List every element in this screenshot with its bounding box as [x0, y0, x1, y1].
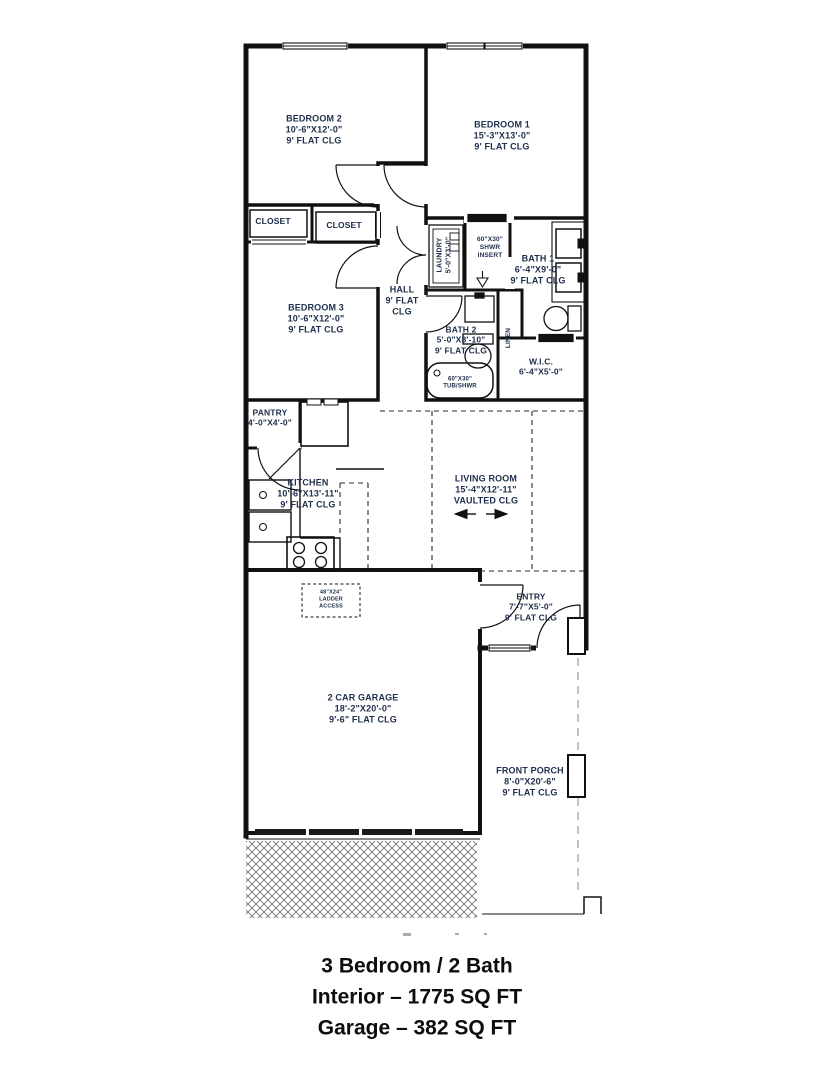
room-dims: 8'-0"X20'-6" — [504, 776, 556, 787]
porch-step — [584, 897, 601, 914]
fixture-name: INSERT — [477, 251, 503, 259]
refrigerator — [301, 399, 348, 446]
label-shower-insert — [477, 236, 503, 260]
room-name: BATH 1 — [521, 253, 555, 264]
room-dims: 5'-0"X8'-10" — [436, 334, 486, 345]
wic-pocket-door — [539, 335, 573, 342]
fixture-dims: 60"X30" — [447, 376, 473, 383]
fixture-name: TUB/SHWR — [443, 384, 477, 390]
room-label-bath1 — [510, 254, 565, 287]
room-dims: 18'-2"X20'-0" — [334, 703, 392, 714]
room-name: BEDROOM 3 — [288, 302, 344, 313]
room-label-bedroom1 — [474, 120, 531, 153]
room-ceiling: 9'-6" FLAT CLG — [329, 714, 397, 725]
room-ceiling: 9' FLAT CLG — [286, 135, 342, 146]
fixture-name: SHWR — [479, 244, 501, 252]
room-name: CLOSET — [326, 219, 362, 230]
room-dims: 15'-3"X13'-0" — [473, 130, 531, 141]
room-name: 2 CAR GARAGE — [327, 692, 399, 703]
scan-artifacts — [403, 933, 487, 936]
room-dims: 6'-4"X9'-0" — [514, 264, 562, 275]
room-dims: 4'-0"X4'-0" — [248, 418, 292, 428]
garage-door-panel — [255, 829, 306, 835]
room-name: LIVING ROOM — [454, 473, 518, 484]
title-bed-bath: 3 Bedroom / 2 Bath — [321, 954, 513, 978]
bedroom3-door-arc — [336, 246, 378, 288]
room-label-wic — [519, 357, 563, 378]
fixture-name: ACCESS — [319, 603, 343, 610]
room-label-entry — [505, 591, 557, 622]
room-ceiling: 9' FLAT CLG — [510, 275, 566, 286]
room-dims: 7'-7"X5'-0" — [509, 601, 553, 612]
kitchen-range — [287, 537, 334, 571]
room-label-closet-left — [255, 216, 290, 226]
room-ceiling: CLG — [392, 306, 412, 317]
room-label-bath2 — [435, 324, 487, 355]
bedroom1-window-right — [485, 43, 522, 49]
interior-walls — [246, 46, 586, 400]
room-name: BEDROOM 2 — [286, 113, 342, 124]
room-ceiling: 9' FLAT CLG — [288, 324, 344, 335]
fixture-name: LADDER — [319, 596, 343, 603]
bedroom1-window-left — [447, 43, 484, 49]
room-name: LINEN — [505, 327, 513, 349]
fixture-dims: 48"X24" — [319, 589, 343, 596]
room-name: ENTRY — [516, 591, 546, 602]
porch-post — [568, 755, 585, 797]
room-ceiling: VAULTED CLG — [453, 495, 519, 506]
room-ceiling: 9' FLAT CLG — [502, 787, 558, 798]
room-label-closet-right — [326, 220, 361, 230]
bedroom1-door-arc — [384, 165, 426, 207]
laundry-bifold-arcs — [397, 226, 426, 284]
label-ladder-access — [319, 589, 343, 610]
room-name: BATH 2 — [445, 324, 477, 335]
room-name: LAUNDRY — [436, 237, 444, 273]
room-dims: 10'-6"X12'-0" — [285, 124, 343, 135]
title-block — [312, 951, 522, 1044]
driveway-hatch — [246, 841, 477, 918]
room-label-hall — [385, 285, 418, 318]
room-ceiling: 9' FLAT CLG — [504, 612, 558, 623]
shower-head-icon — [477, 271, 488, 287]
kitchen-ceiling-dash — [340, 483, 368, 570]
room-ceiling: 9' FLAT CLG — [434, 345, 488, 356]
vault-arrows-group — [455, 510, 507, 519]
porch-post — [568, 618, 585, 654]
garage-door-panel — [362, 829, 412, 835]
room-name: HALL — [389, 284, 415, 295]
room-label-front-porch — [496, 766, 564, 799]
room-name: FRONT PORCH — [496, 765, 564, 776]
room-name: PANTRY — [252, 407, 288, 418]
room-label-linen — [505, 328, 513, 348]
room-label-kitchen — [277, 478, 338, 511]
label-tub — [443, 377, 477, 392]
room-label-laundry — [436, 237, 453, 274]
room-dims: 10'-6"X13'-11" — [277, 488, 339, 499]
arrow-left-icon — [455, 510, 476, 519]
garage-door-group — [246, 829, 480, 918]
room-name: CLOSET — [255, 215, 291, 226]
room-ceiling: 9' FLAT CLG — [474, 141, 530, 152]
room-dims: 6'-4"X5'-0" — [519, 367, 563, 377]
room-dims: 5'-0"X3'-0" — [445, 236, 452, 274]
room-label-garage — [328, 693, 399, 726]
room-name: KITCHEN — [287, 477, 329, 488]
garage-door-panel — [309, 829, 359, 835]
room-name: W.I.C. — [528, 356, 554, 367]
room-ceiling: 9' FLAT — [385, 295, 419, 306]
room-label-living-room — [454, 474, 518, 507]
room-label-bedroom3 — [288, 303, 345, 336]
room-ceiling: 9' FLAT CLG — [280, 499, 336, 510]
arrow-right-icon — [486, 510, 507, 519]
entry-sidelight-window — [489, 645, 530, 651]
bath1-toilet — [544, 306, 581, 331]
bath2-vanity — [465, 293, 494, 322]
garage-door-panel — [415, 829, 463, 835]
bedroom2-window — [283, 43, 347, 49]
room-label-bedroom2 — [286, 114, 343, 147]
title-interior-sqft: Interior – 1775 SQ FT — [311, 985, 523, 1009]
room-label-pantry — [248, 408, 292, 429]
room-name: BEDROOM 1 — [474, 119, 530, 130]
title-garage-sqft: Garage – 382 SQ FT — [317, 1016, 517, 1040]
room-dims: 10'-6"X12'-0" — [287, 313, 345, 324]
room-dims: 15'-4"X12'-11" — [455, 484, 517, 495]
bath1-pocket-door — [468, 215, 506, 222]
bedroom2-door-arc — [336, 165, 378, 207]
fixture-dims: 60"X30" — [476, 236, 504, 244]
